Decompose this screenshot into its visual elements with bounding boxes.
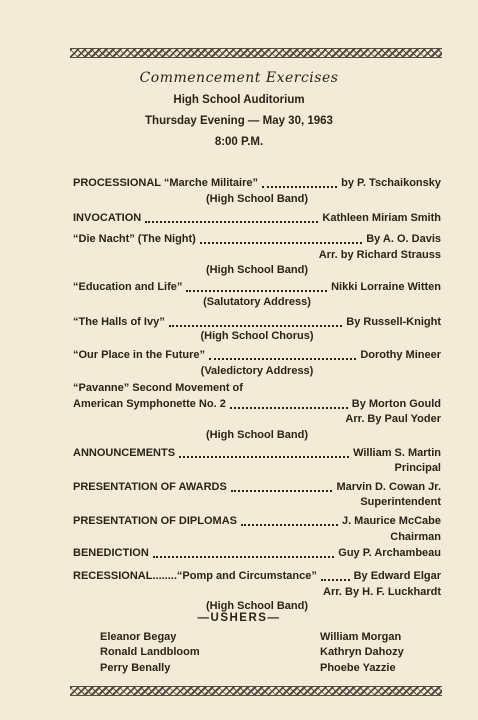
usher-name: William Morgan: [320, 631, 402, 643]
item-label: “Education and Life”: [73, 281, 183, 293]
program-item-announcements: [73, 446, 441, 460]
item-label: PROCESSIONAL “Marche Militaire”: [73, 177, 259, 189]
item-person: By A. O. Davis: [366, 233, 441, 245]
dot-leader: [179, 447, 349, 458]
item-note: (High School Chorus): [200, 330, 314, 342]
dot-leader: [169, 316, 343, 327]
item-label: BENEDICTION: [73, 547, 149, 559]
item-title: Principal: [394, 462, 441, 474]
usher-name: Perry Benally: [100, 662, 171, 674]
event-time: 8:00 P.M.: [214, 136, 264, 148]
item-person: Nikki Lorraine Witten: [331, 281, 441, 293]
dot-leader: [153, 547, 335, 558]
dot-leader: [200, 233, 362, 244]
item-label: PRESENTATION OF AWARDS: [73, 481, 227, 493]
item-person: J. Maurice McCabe: [341, 515, 441, 527]
item-label: RECESSIONAL........“Pomp and Circumstance”: [73, 570, 317, 582]
item-arranger: Arr. By Paul Yoder: [345, 413, 441, 425]
item-label: PRESENTATION OF DIPLOMAS: [73, 515, 237, 527]
item-person: By Morton Gould: [351, 398, 441, 410]
dot-leader: [230, 398, 348, 409]
item-label: “Our Place in the Future”: [73, 349, 206, 361]
dot-leader: [231, 481, 333, 492]
item-person: by P. Tschaikonsky: [341, 177, 441, 189]
program-item-awards: [73, 480, 441, 494]
dot-leader: [262, 177, 337, 188]
item-note: (High School Band): [205, 429, 309, 441]
venue: High School Auditorium: [173, 94, 305, 106]
program-item-die-nacht: [73, 232, 441, 246]
item-person: Kathleen Miriam Smith: [322, 212, 441, 224]
item-note: (Valedictory Address): [200, 365, 314, 377]
program-item-halls-of-ivy: [73, 315, 441, 329]
item-label: INVOCATION: [73, 212, 142, 224]
program-item-processional: [73, 176, 441, 190]
program-item-pavanne: [73, 397, 441, 411]
item-title: Superintendent: [360, 496, 441, 508]
usher-name: Kathryn Dahozy: [320, 646, 404, 658]
item-note: (High School Band): [205, 600, 309, 612]
program-item-education-and-life: [73, 280, 441, 294]
item-label: ANNOUNCEMENTS: [73, 447, 176, 459]
bottom-ornamental-border: [70, 686, 442, 696]
item-note: (High School Band): [205, 193, 309, 205]
item-person: Marvin D. Cowan Jr.: [336, 481, 441, 493]
item-label: “The Halls of Ivy”: [73, 316, 165, 328]
dot-leader: [241, 515, 338, 526]
program-item-benediction: [73, 546, 441, 560]
item-note: (High School Band): [205, 264, 309, 276]
dot-leader: [145, 212, 318, 223]
top-ornamental-border: [70, 48, 442, 58]
dot-leader: [209, 349, 356, 360]
item-label-line1: “Pavanne” Second Movement of: [73, 382, 243, 394]
program-item-recessional: [73, 569, 441, 583]
program-item-our-place-in-the-future: [73, 348, 441, 362]
dot-leader: [186, 281, 327, 292]
item-label: “Die Nacht” (The Night): [73, 233, 196, 245]
program-title: Commencement Exercises: [139, 70, 339, 86]
usher-name: Eleanor Begay: [100, 631, 177, 643]
item-person: By Russell-Knight: [346, 316, 441, 328]
item-title: Chairman: [390, 531, 441, 543]
item-person: William S. Martin: [353, 447, 441, 459]
usher-name: Phoebe Yazzie: [320, 662, 396, 674]
ushers-heading: —USHERS—: [197, 612, 281, 624]
event-date: Thursday Evening — May 30, 1963: [145, 115, 333, 127]
item-person: Guy P. Archambeau: [338, 547, 441, 559]
dot-leader: [321, 570, 350, 581]
program-item-invocation: [73, 211, 441, 225]
program-item-diplomas: [73, 514, 441, 528]
item-arranger: Arr. By H. F. Luckhardt: [323, 586, 441, 598]
item-person: Dorothy Mineer: [360, 349, 441, 361]
item-person: By Edward Elgar: [353, 570, 441, 582]
item-note: (Salutatory Address): [203, 296, 311, 308]
item-arranger: Arr. by Richard Strauss: [318, 249, 441, 261]
item-label: American Symphonette No. 2: [73, 398, 226, 410]
usher-name: Ronald Landbloom: [100, 646, 200, 658]
